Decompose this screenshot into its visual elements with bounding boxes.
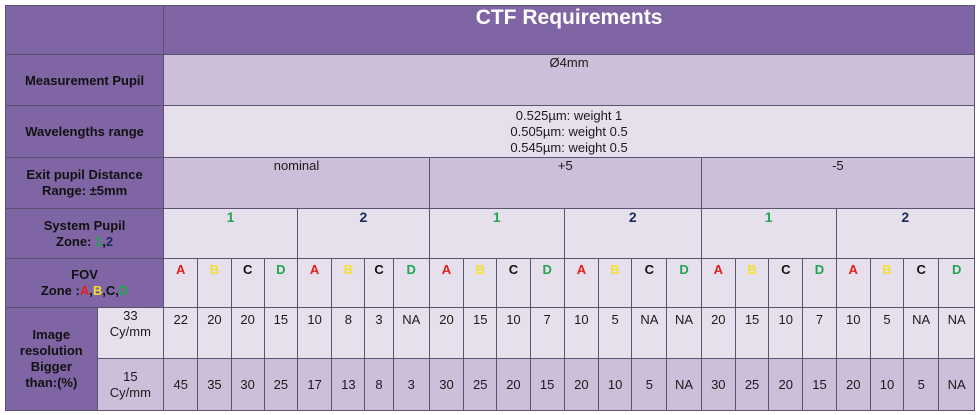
resolution-value-cell: NA xyxy=(632,308,667,359)
resolution-value-cell: NA xyxy=(904,308,939,359)
image-resolution-label-line4: than:(%) xyxy=(25,375,78,390)
resolution-value-cell: 20 xyxy=(564,359,598,411)
exit-pupil-label xyxy=(6,158,164,209)
wavelength-line: 0.525µm: weight 1 xyxy=(515,107,623,123)
exit-pupil-minus5: -5 xyxy=(701,158,974,209)
system-pupil-zone-2: 2 xyxy=(105,233,114,249)
resolution-value-cell: NA xyxy=(667,359,701,411)
fov-label-line1: FOV xyxy=(71,267,98,282)
fov-zone-c-cell: C xyxy=(769,259,803,308)
system-pupil-label-line2 xyxy=(6,234,163,250)
resolution-value-cell: 22 xyxy=(164,308,198,359)
wavelengths-label: Wavelengths range xyxy=(6,106,164,158)
fov-zone-a-cell: A xyxy=(297,259,331,308)
fov-label xyxy=(6,259,164,308)
system-pupil-zone: 2 xyxy=(297,209,429,259)
resolution-value-cell: 20 xyxy=(769,359,803,411)
fov-zone-a-cell: A xyxy=(701,259,735,308)
fov-zone-b-cell: B xyxy=(599,259,632,308)
resolution-row-15 xyxy=(6,359,975,411)
frequency-unit: Cy/mm xyxy=(109,324,151,339)
fov-zone-b-cell: B xyxy=(198,259,231,308)
image-resolution-label-line2: resolution xyxy=(19,343,83,358)
image-resolution-label-line1: Image xyxy=(32,327,71,342)
fov-row xyxy=(6,259,975,308)
fov-zone-a-cell: A xyxy=(429,259,463,308)
resolution-value-cell: 10 xyxy=(599,359,632,411)
wavelength-line: 0.545µm: weight 0.5 xyxy=(510,139,628,155)
exit-pupil-plus5: +5 xyxy=(429,158,701,209)
fov-zone-b-cell: B xyxy=(332,259,365,308)
frequency-label xyxy=(97,359,163,411)
resolution-value-cell: 5 xyxy=(632,359,667,411)
corner-cell xyxy=(6,6,164,55)
image-resolution-label-line3: Bigger xyxy=(30,359,72,374)
fov-zone-b-cell: B xyxy=(464,259,497,308)
system-pupil-zone: 1 xyxy=(701,209,836,259)
fov-zone-c-cell: C xyxy=(904,259,939,308)
fov-zone-d-cell: D xyxy=(264,259,297,308)
fov-sep: , xyxy=(89,283,93,298)
exit-pupil-label-line2: Range: ±5mm xyxy=(41,183,128,198)
system-pupil-row xyxy=(6,209,975,259)
resolution-value-cell: 8 xyxy=(365,359,393,411)
exit-pupil-label-line1: Exit pupil Distance xyxy=(26,167,143,182)
resolution-value-cell: 7 xyxy=(530,308,564,359)
frequency-unit: Cy/mm xyxy=(109,384,151,400)
resolution-value-cell: 45 xyxy=(164,359,198,411)
resolution-value-cell: 20 xyxy=(198,308,231,359)
resolution-value-cell: 15 xyxy=(530,359,564,411)
system-pupil-zone-prefix: Zone: xyxy=(56,233,95,249)
system-pupil-zone: 2 xyxy=(564,209,701,259)
fov-zone-d-cell: D xyxy=(939,259,975,308)
resolution-value-cell: 3 xyxy=(393,359,429,411)
fov-zone-c-cell: C xyxy=(497,259,530,308)
fov-zone-b: B xyxy=(92,283,103,298)
measurement-pupil-row xyxy=(6,55,975,106)
title-row xyxy=(6,6,975,55)
fov-zone-c: C xyxy=(105,283,116,298)
resolution-value-cell: 3 xyxy=(365,308,393,359)
resolution-value-cell: 10 xyxy=(836,308,870,359)
resolution-value-cell: 10 xyxy=(870,359,903,411)
fov-label-line2 xyxy=(6,283,163,299)
resolution-value-cell: 15 xyxy=(464,308,497,359)
fov-zone-c-cell: C xyxy=(632,259,667,308)
system-pupil-label xyxy=(6,209,164,259)
measurement-pupil-value: Ø4mm xyxy=(164,55,975,106)
fov-zone-prefix: Zone : xyxy=(40,283,80,298)
resolution-value-cell: 10 xyxy=(769,308,803,359)
resolution-value-cell: 5 xyxy=(870,308,903,359)
resolution-value-cell: 10 xyxy=(564,308,598,359)
fov-zone-d-cell: D xyxy=(667,259,701,308)
system-pupil-zone-1: 1 xyxy=(95,233,103,249)
fov-zone-c-cell: C xyxy=(365,259,393,308)
fov-zone-a: A xyxy=(79,283,90,298)
resolution-value-cell: 25 xyxy=(464,359,497,411)
frequency-label xyxy=(97,308,163,359)
measurement-pupil-label: Measurement Pupil xyxy=(6,55,164,106)
resolution-value-cell: 20 xyxy=(497,359,530,411)
wavelength-line: 0.505µm: weight 0.5 xyxy=(510,123,628,139)
fov-zone-b-cell: B xyxy=(735,259,768,308)
resolution-value-cell: 35 xyxy=(198,359,231,411)
system-pupil-zone: 1 xyxy=(164,209,298,259)
fov-zone-d: D xyxy=(118,283,129,298)
resolution-value-cell: 5 xyxy=(904,359,939,411)
fov-zone-a-cell: A xyxy=(164,259,198,308)
frequency-value: 33 xyxy=(123,308,138,323)
resolution-value-cell: NA xyxy=(939,308,975,359)
resolution-value-cell: 20 xyxy=(836,359,870,411)
resolution-row-33 xyxy=(6,308,975,359)
page-title: CTF Requirements xyxy=(164,6,975,55)
wavelengths-row xyxy=(6,106,975,158)
resolution-value-cell: 20 xyxy=(429,308,463,359)
fov-zone-c-cell: C xyxy=(231,259,264,308)
system-pupil-label-line1: System Pupil xyxy=(43,217,126,233)
fov-sep: , xyxy=(102,283,106,298)
resolution-value-cell: 7 xyxy=(803,308,836,359)
fov-zone-b-cell: B xyxy=(870,259,903,308)
fov-zone-a-cell: A xyxy=(836,259,870,308)
resolution-value-cell: 20 xyxy=(231,308,264,359)
resolution-value-cell: 15 xyxy=(264,308,297,359)
ctf-requirements-table xyxy=(5,5,975,411)
wavelengths-value xyxy=(164,106,975,158)
resolution-value-cell: NA xyxy=(393,308,429,359)
fov-zone-a-cell: A xyxy=(564,259,598,308)
resolution-value-cell: 30 xyxy=(701,359,735,411)
resolution-value-cell: 30 xyxy=(429,359,463,411)
resolution-value-cell: 10 xyxy=(297,308,331,359)
resolution-value-cell: 15 xyxy=(735,308,768,359)
fov-zone-d-cell: D xyxy=(803,259,836,308)
system-pupil-zone: 1 xyxy=(429,209,564,259)
resolution-value-cell: 30 xyxy=(231,359,264,411)
resolution-value-cell: NA xyxy=(667,308,701,359)
resolution-value-cell: 5 xyxy=(599,308,632,359)
resolution-value-cell: 10 xyxy=(497,308,530,359)
fov-sep: , xyxy=(115,283,119,298)
fov-zone-d-cell: D xyxy=(393,259,429,308)
resolution-value-cell: 8 xyxy=(332,308,365,359)
resolution-value-cell: 25 xyxy=(735,359,768,411)
resolution-value-cell: 20 xyxy=(701,308,735,359)
resolution-value-cell: NA xyxy=(939,359,975,411)
resolution-value-cell: 17 xyxy=(297,359,331,411)
fov-zone-d-cell: D xyxy=(530,259,564,308)
exit-pupil-nominal: nominal xyxy=(164,158,430,209)
resolution-value-cell: 15 xyxy=(803,359,836,411)
resolution-value-cell: 13 xyxy=(332,359,365,411)
system-pupil-zone: 2 xyxy=(836,209,974,259)
frequency-value: 15 xyxy=(123,368,138,384)
image-resolution-label xyxy=(6,308,98,411)
resolution-value-cell: 25 xyxy=(264,359,297,411)
exit-pupil-row xyxy=(6,158,975,209)
system-pupil-zone-sep: , xyxy=(102,233,106,249)
